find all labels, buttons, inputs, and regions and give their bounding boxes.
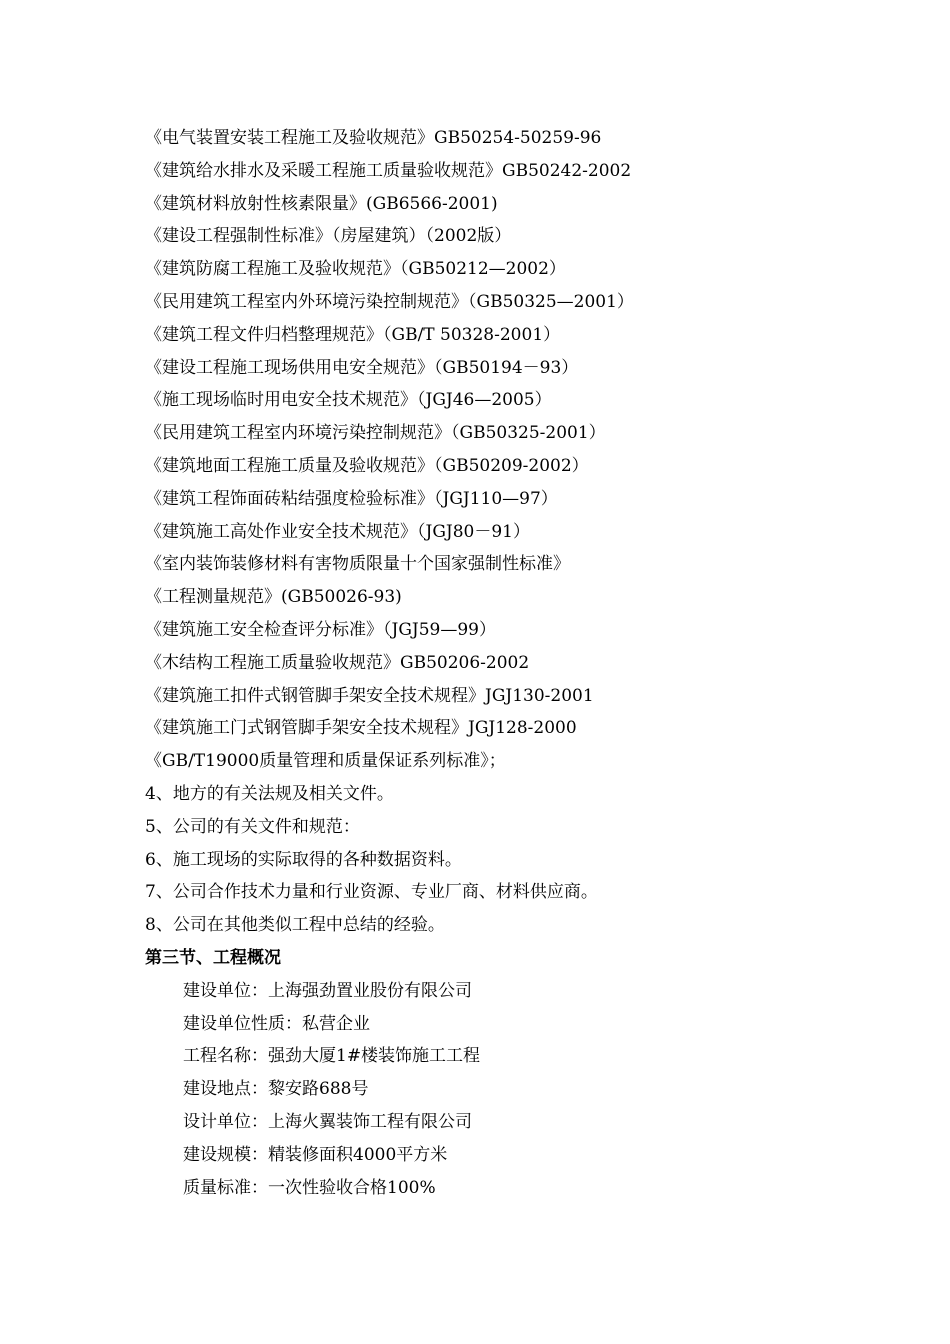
standard-item: 《建筑给水排水及采暖工程施工质量验收规范》GB50242-2002 <box>145 160 632 181</box>
project-detail: 质量标准：一次性验收合格100% <box>183 1177 436 1198</box>
standard-item: 《施工现场临时用电安全技术规范》（JGJ46—2005） <box>145 390 552 411</box>
standard-item: 《建筑施工安全检查评分标准》（JGJ59—99） <box>145 619 496 640</box>
project-detail: 建设单位：上海强劲置业股份有限公司 <box>183 980 472 1001</box>
standard-item: 《木结构工程施工质量验收规范》GB50206-2002 <box>145 652 530 673</box>
standard-item: 《建筑地面工程施工质量及验收规范》（GB50209-2002） <box>145 455 589 476</box>
project-detail: 建设地点：黎安路688号 <box>183 1079 369 1100</box>
standard-item: 《建筑施工高处作业安全技术规范》（JGJ80－91） <box>145 521 530 542</box>
standard-item: 《民用建筑工程室内外环境污染控制规范》（GB50325—2001） <box>145 291 634 312</box>
standard-item: 《民用建筑工程室内环境污染控制规范》（GB50325-2001） <box>145 423 606 444</box>
standard-item: 《建筑防腐工程施工及验收规范》（GB50212—2002） <box>145 259 566 280</box>
standard-item: 《GB/T19000质量管理和质量保证系列标准》； <box>145 751 506 772</box>
standard-item: 《建设工程强制性标准》（房屋建筑）（2002版） <box>145 226 512 247</box>
standard-item: 《建筑施工扣件式钢管脚手架安全技术规程》JGJ130-2001 <box>145 685 594 706</box>
standard-item: 《工程测量规范》(GB50026-93) <box>145 587 402 608</box>
basis-item: 8、公司在其他类似工程中总结的经验。 <box>145 915 445 936</box>
document-content <box>145 122 865 1204</box>
standard-item: 《建筑材料放射性核素限量》(GB6566-2001) <box>145 193 498 214</box>
standard-item: 《建筑工程文件归档整理规范》（GB/T 50328-2001） <box>145 324 561 345</box>
basis-item: 6、施工现场的实际取得的各种数据资料。 <box>145 849 462 870</box>
basis-item: 5、公司的有关文件和规范： <box>145 816 360 837</box>
project-detail: 工程名称：强劲大厦1#楼装饰施工工程 <box>183 1046 481 1067</box>
standard-item: 《电气装置安装工程施工及验收规范》GB50254-50259-96 <box>145 128 602 148</box>
project-detail: 建设规模：精装修面积4000平方米 <box>183 1144 448 1165</box>
section-heading: 第三节、工程概况 <box>145 947 281 968</box>
basis-item: 4、地方的有关法规及相关文件。 <box>145 783 394 804</box>
standard-item: 《建筑工程饰面砖粘结强度检验标准》（JGJ110—97） <box>145 488 558 509</box>
standard-item: 《建设工程施工现场供用电安全规范》（GB50194－93） <box>145 357 579 378</box>
standard-item: 《室内装饰装修材料有害物质限量十个国家强制性标准》 <box>145 554 570 575</box>
standard-item: 《建筑施工门式钢管脚手架安全技术规程》JGJ128-2000 <box>145 718 577 739</box>
basis-item: 7、公司合作技术力量和行业资源、专业厂商、材料供应商。 <box>145 882 598 903</box>
project-detail: 建设单位性质：私营企业 <box>183 1013 370 1034</box>
project-detail: 设计单位：上海火翼装饰工程有限公司 <box>183 1111 472 1132</box>
